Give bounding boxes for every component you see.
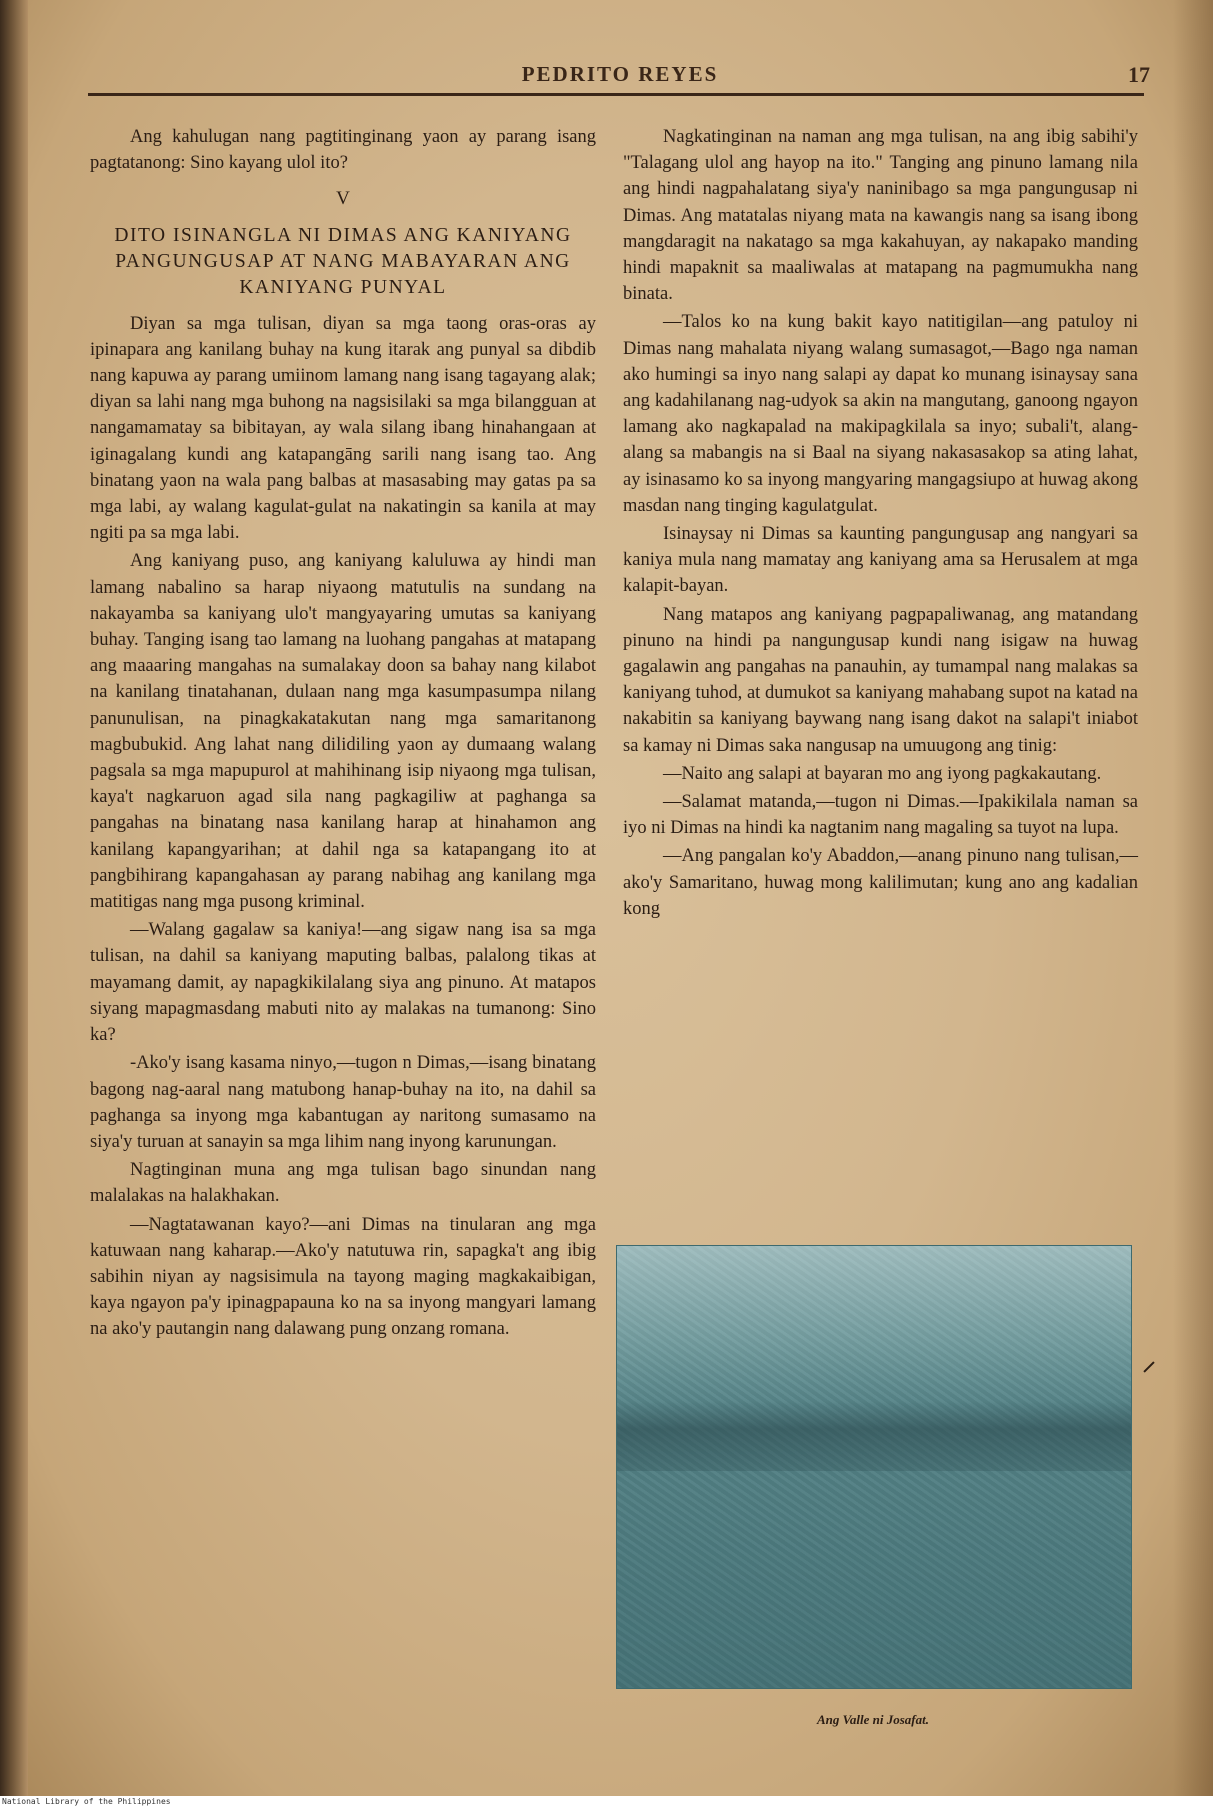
body-paragraph: Nang matapos ang kaniyang pagpapaliwanag, ang matandang pinuno na hindi pa nangungusap kundi nang isigaw na huwag gagalawin ang pangahas na panauhin, ay tumampal nang malakas sa kaniyang tuhod, at dumukot sa kaniyang mahabang supot na katad na nakabitin sa kaniyang baywang nang isang dakot na salapi't iniabot sa kamay ni Dimas saka nangusap na umuugong ang tinig: [623,604,1138,756]
page-edge-shadow [1173,0,1213,1796]
body-paragraph: Diyan sa mga tulisan, diyan sa mga taong oras-oras ay ipinapara ang kanilang buhay na kung itarak ang punyal sa dibdib nang kapuwa ay parang umiinom lamang nang isang tagayang alak; diyan sa lahi nang mga buhong na nagsisilaki sa mga bilangguan at nangamamatay sa bibitayan, ay wala silang ibang hinahangaan at iginagalang kundi ang katapangāng sarili nang isang tao. Ang binatang yaon na wala pang balbas at masasabing may gatas pa sa mga labi, ay walang kagulat-gulat na nakatingin sa kanila at may ngiti pa sa mga labi. [90,313,596,544]
body-paragraph: —Naito ang salapi at bayaran mo ang iyong pagkakautang. [663,763,1102,784]
body-paragraph: —Salamat matanda,—tugon ni Dimas.—Ipakikilala naman sa iyo ni Dimas na hindi ka nagtanim nang magaling sa tuyot na lupa. [623,792,1138,839]
page-number: 17 [1128,62,1150,87]
intro-paragraph: Ang kahulugan nang pagtitinginang yaon ay parang isang pagtatanong: Sino kayang ulol ito? [90,127,596,174]
running-header [90,62,1150,88]
body-paragraph: —Nagtatawanan kayo?—ani Dimas na tinularan ang mga katuwaan nang kaharap.—Ako'y natutuwa rin, sapagka't ang ibig sabihin niyan ay nagsisimula na tayong maging magkakaibigan, kaya ngayon pa'y ipinagpapauna ko na sa inyong mangyari lamang na ako'y pautangin nang dalawang pung onzang romana. [90,1214,596,1340]
left-column [90,124,596,1345]
body-paragraph: Isinaysay ni Dimas sa kaunting pangungusap ang nangyari sa kaniya mula nang mamatay ang kaniyang ama sa Herusalem at mga kalapit-bayan. [623,524,1138,597]
right-column [623,124,1138,924]
body-paragraph: Ang kaniyang puso, ang kaniyang kaluluwa ay hindi man lamang nabalino sa harap niyaong matutulis na sundang na nakayamba sa kaniyang ulo't mangyayaring umutas sa kaniyang buhay. Tanging isang tao lamang na luohang pangahas at matapang ang maaaring mangahas na sumalakay doon sa bahay nang kilabot na kanilang tinatahanan, dulaan nang mga kasumpasumpa nilang panunulisan, na pinagkakatakutan nang mga samaritanong magbubukid. Ang lahat nang dilidiling yaon ay dumaang walang pagsala sa mga mapupurol at mahihinang isip niyaong mga tulisan, kaya't nagkaruon agad sila nang pagkagiliw at paghanga sa pangahas na binatang nasa kanilang harap at hinahamon ang kanilang kapangyarihan; at dahil nga sa katapangang ito at pangbihirang kapangahasan ay parang nabihag ang kanilang mga matitigas nang mga pusong kriminal. [90,551,596,913]
chapter-title: DITO ISINANGLA NI DIMAS ANG KANIYANG PANGUNGUSAP AT NANG MABAYARAN ANG KANIYANG PUNYAL [114,224,572,298]
book-spine-shadow [0,0,28,1796]
margin-mark [1143,1361,1154,1372]
photo-caption: Ang Valle ni Josafat. [817,1712,929,1727]
header-rule [88,93,1144,96]
body-paragraph: —Talos ko na kung bakit kayo natitigilan—ang patuloy ni Dimas nang mahalata niyang walang sumasagot,—Bago nga naman ako humingi sa inyo nang salapi ay dapat ko munang isinaysay sana ang kadahilanang nag-udyok sa akin na mangutang, ganoong ngayon lamang ako nagkapalad na makipagkilala sa inyo; subali't, alang-alang sa mabangis na si Baal na siyang nakasasakop sa ating lahat, ay isinasamo ko sa inyong mangyaring mangagsiupo at huwag akong masdan nang tinging kagulatgulat. [623,312,1138,516]
body-paragraph: Nagkatinginan na naman ang mga tulisan, na ang ibig sabihi'y "Talagang ulol ang hayop na ito." Tanging ang pinuno lamang nila ang hindi nagpahalatang siya'y naninibago sa mga pangungusap ni Dimas. Ang matatalas niyang mata na kawangis nang sa isang ibong mangdaragit na nakatago sa mga kakahuyan, ay nakapako manding hindi mapaknit sa maaliwalas at matapang na pagmumukha nang binata. [623,127,1138,305]
body-paragraph: Nagtinginan muna ang mga tulisan bago sinundan nang malalakas na halakhakan. [90,1160,596,1207]
body-paragraph: —Ang pangalan ko'y Abaddon,—anang pinuno nang tulisan,—ako'y Samaritano, huwag mong kalilimutan; kung ano ang kadalian kong [623,846,1138,919]
header-title: PEDRITO REYES [521,62,719,86]
body-paragraph: —Walang gagalaw sa kaniya!—ang sigaw nang isa sa mga tulisan, na dahil sa kaniyang maputing balbas, palalong tikas at mayamang damit, ay napagkikilalang siya ang pinuno. At matapos siyang mapagmasdang mabuti nito ay malakas na tumanong: Sino ka? [90,920,596,1046]
body-paragraph: -Ako'y isang kasama ninyo,—tugon n Dimas,—isang binatang bagong nag-aaral nang matubong hanap-buhay na ito, na dahil sa paghanga sa inyong mga kabantugan ay naritong sumasamo na siya'y turuan at sanayin sa mga lihim nang inyong karunungan. [90,1053,596,1152]
chapter-number: V [336,188,350,210]
library-footer: National Library of the Philippines [0,1796,1213,1808]
valley-photograph [616,1245,1132,1689]
photo-ridge-band [617,1401,1131,1471]
